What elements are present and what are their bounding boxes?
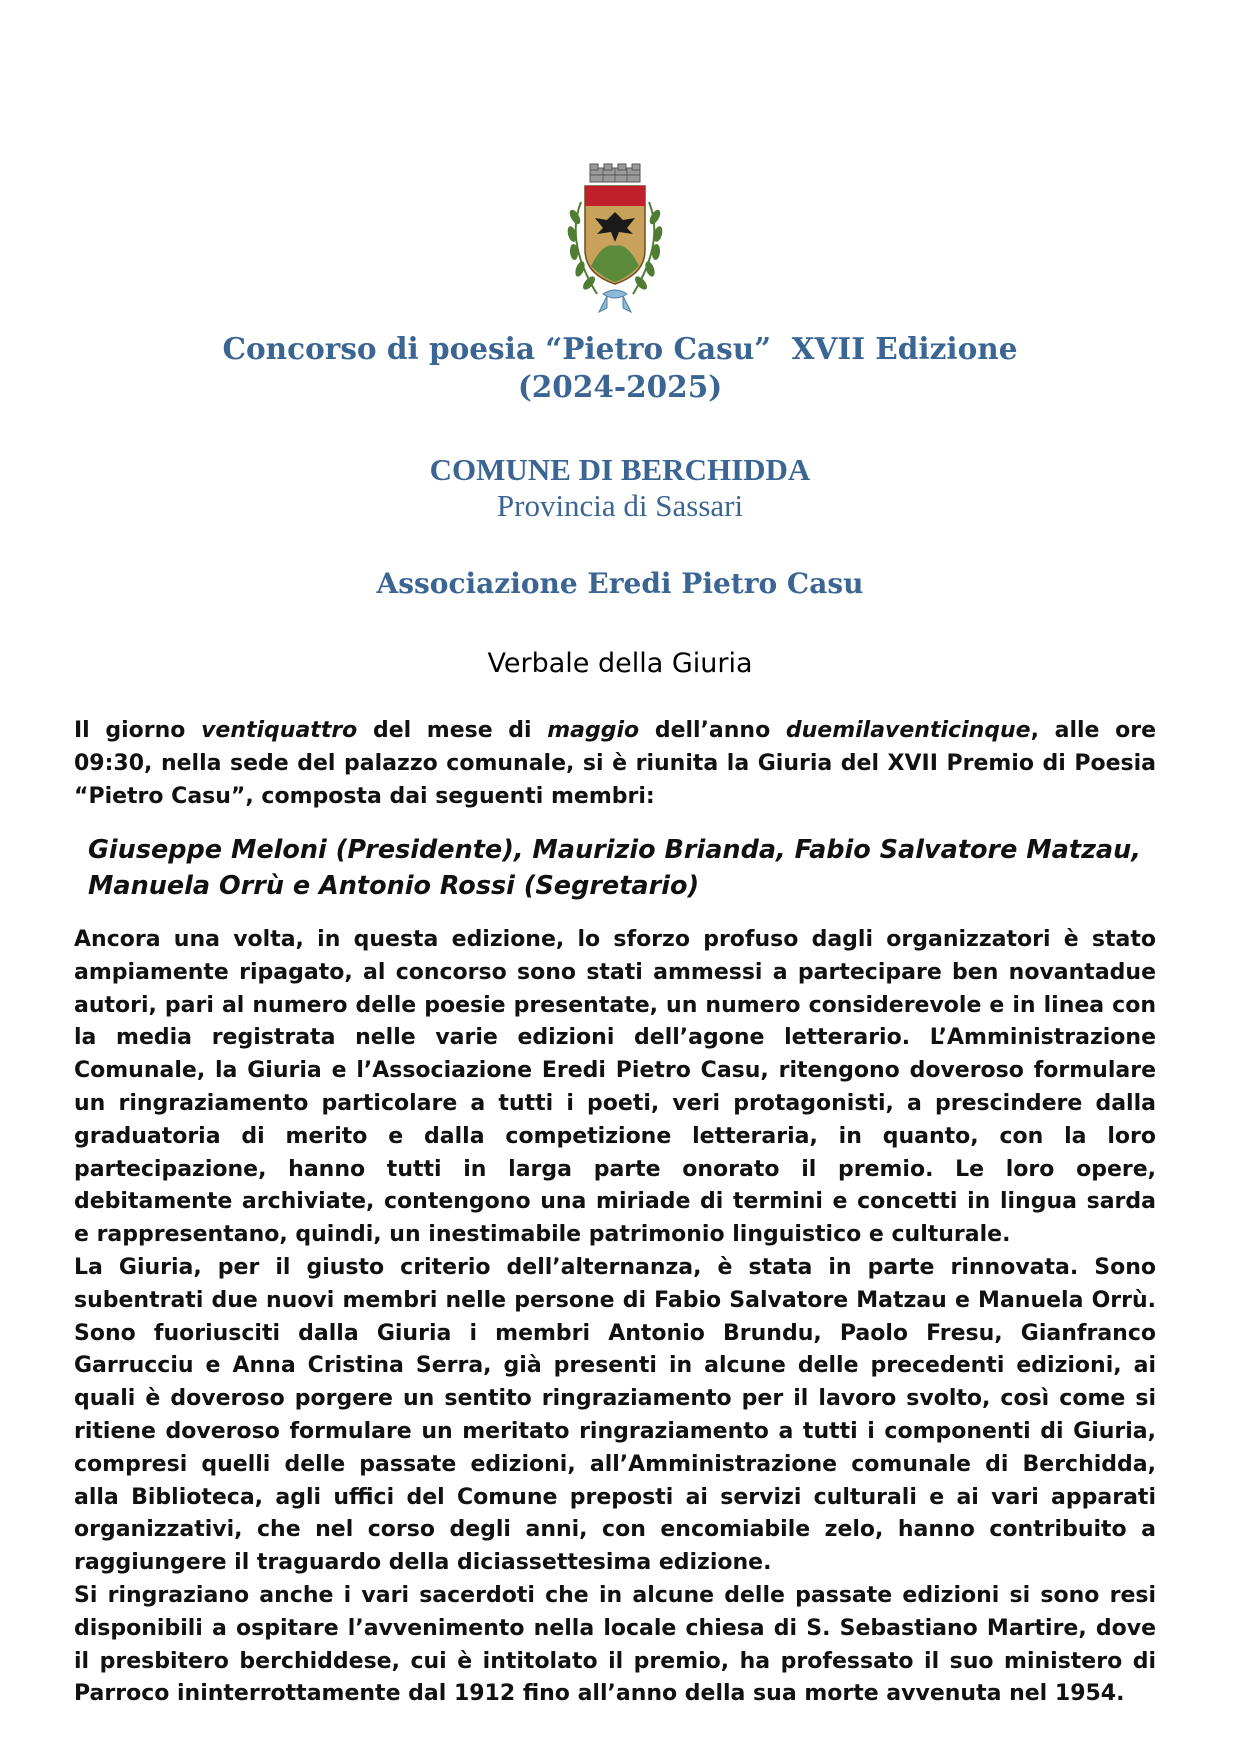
comune-name: COMUNE DI BERCHIDDA — [429, 452, 811, 487]
body-text — [74, 924, 1156, 1711]
intro-month: maggio — [547, 718, 640, 743]
jury-members-line1: Giuseppe Meloni (Presidente), Maurizio Brianda, Fabio Salvatore Matzau, — [88, 835, 1141, 865]
ribbon-icon — [599, 290, 631, 312]
document-heading: Verbale della Giuria — [487, 648, 753, 679]
intro-text-2: del mese di — [357, 718, 548, 743]
intro-text-3: dell’anno — [639, 718, 786, 743]
body-paragraph-3: Si ringraziano anche i vari sacerdoti che in alcune delle passate edizioni si sono resi disponibili a ospitare l’avvenimento nella locale chiesa di S. Sebastiano Martire, dove il presbitero berchiddese, cui è intitolato il premio, ha professato il suo ministero di Parroco ininterrottamente dal 1912 fino all’anno della sua morte avvenuta nel 1954. — [74, 1582, 1156, 1707]
coat-of-arms-icon — [545, 162, 685, 322]
intro-text-4: , alle ore 09:30, nella sede del palazzo comunale, si è riunita la Giuria del XVII Premio di Poesia “Pietro Casu”, composta dai seguenti membri: — [74, 718, 1156, 809]
body-paragraph-1: Ancora una volta, in questa edizione, lo sforzo profuso dagli organizzatori è stato ampiamente ripagato, al concorso sono stati ammessi a partecipare ben novantadue autori, pari al numero delle poesie presentate, un numero considerevole e in linea con la media registrata nelle varie edizioni dell’agone letterario. L’Amministrazione Comunale, la Giuria e l’Associazione Eredi Pietro Casu, ritengono doveroso formulare un ringraziamento particolare a tutti i poeti, veri protagonisti, a prescindere dalla graduatoria di merito e dalla competizione letteraria, in quanto, con la loro partecipazione, hanno tutti in larga parte onorato il premio. Le loro opere, debitamente archiviate, contengono una miriade di termini e concetti in lingua sarda e rappresentano, quindi, un inestimabile patrimonio linguistico e culturale. — [74, 927, 1156, 1248]
shield-icon — [585, 186, 645, 284]
intro-day: ventiquattro — [201, 718, 358, 743]
contest-title-line2: (2024-2025) — [517, 369, 723, 404]
provincia-name: Provincia di Sassari — [496, 488, 744, 523]
contest-title — [0, 330, 1240, 406]
association-name: Associazione Eredi Pietro Casu — [376, 567, 864, 600]
contest-title-line1: Concorso di poesia “Pietro Casu” XVII Edizione — [222, 331, 1018, 366]
jury-members — [88, 832, 1188, 904]
intro-paragraph — [74, 715, 1156, 813]
mural-crown-icon — [590, 164, 640, 182]
jury-members-line2: Manuela Orrù e Antonio Rossi (Segretario) — [88, 871, 700, 901]
intro-year: duemilaventicinque — [785, 718, 1031, 743]
body-paragraph-2: La Giuria, per il giusto criterio dell’alternanza, è stata in parte rinnovata. Sono subentrati due nuovi membri nelle persone di Fabio Salvatore Matzau e Manuela Orrù. Sono fuoriusciti dalla Giuria i membri Antonio Brundu, Paolo Fresu, Gianfranco Garrucciu e Anna Cristina Serra, già presenti in alcune delle precedenti edizioni, ai quali è doveroso porgere un sentito ringraziamento per il lavoro svolto, così come si ritiene doveroso formulare un meritato ringraziamento a tutti i componenti di Giuria, compresi quelli delle passate edizioni, all’Amministrazione comunale di Berchidda, alla Biblioteca, agli uffici del Comune preposti ai servizi culturali e ai vari apparati organizzativi, che nel corso degli anni, con encomiabile zelo, hanno contribuito a raggiungere il traguardo della diciassettesima edizione. — [74, 1254, 1156, 1576]
intro-text-1: Il giorno — [74, 718, 202, 743]
